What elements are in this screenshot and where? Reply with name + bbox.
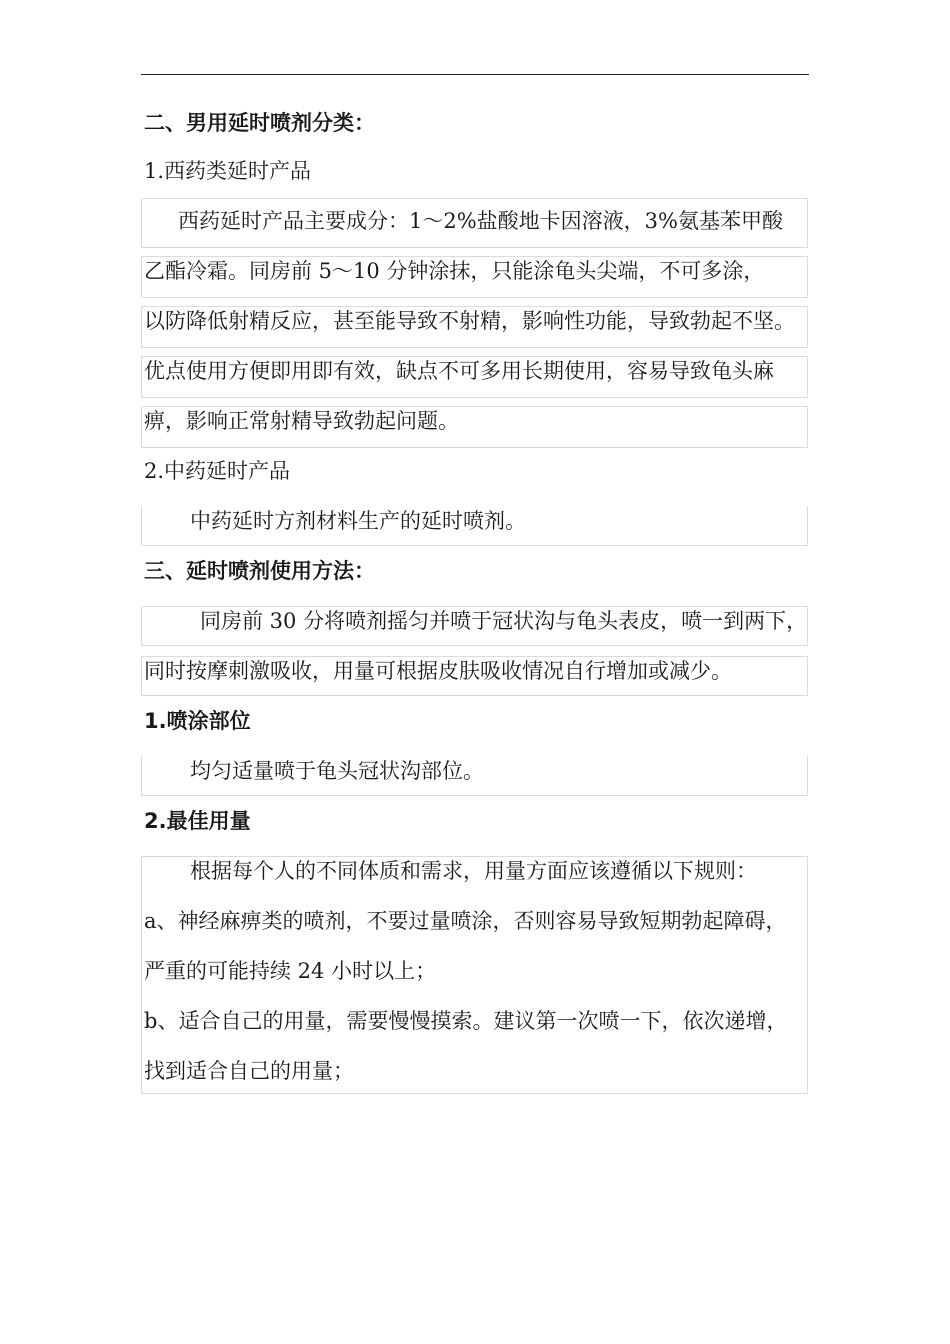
section3-sub2-heading: 2.最佳用量 — [144, 809, 251, 833]
header-rule — [141, 74, 809, 75]
section2-sub1-heading: 1.西药类延时产品 — [144, 159, 312, 183]
dosage-line-5: 找到适合自己的用量； — [144, 1059, 354, 1083]
western-line-3: 以防降低射精反应，甚至能导致不射精，影响性功能，导致勃起不坚。 — [144, 309, 795, 333]
dosage-line-1: 根据每个人的不同体质和需求，用量方面应该遵循以下规则： — [190, 859, 757, 883]
location-line: 均匀适量喷于龟头冠状沟部位。 — [190, 759, 484, 783]
section2-heading: 二、男用延时喷剂分类： — [144, 111, 375, 135]
dosage-line-2: a、神经麻痹类的喷剂，不要过量喷涂，否则容易导致短期勃起障碍， — [144, 909, 787, 933]
section2-sub2-heading: 2.中药延时产品 — [144, 459, 291, 483]
section3-sub1-heading: 1.喷涂部位 — [144, 709, 251, 733]
western-line-2: 乙酯冷霜。同房前 5～10 分钟涂抹，只能涂龟头尖端，不可多涂， — [144, 259, 765, 283]
usage-line-1: 同房前 30 分将喷剂摇匀并喷于冠状沟与龟头表皮，喷一到两下， — [200, 609, 808, 633]
western-line-4: 优点使用方便即用即有效，缺点不可多用长期使用，容易导致龟头麻 — [144, 359, 774, 383]
western-line-1: 西药延时产品主要成分：1～2%盐酸地卡因溶液，3%氨基苯甲酸 — [178, 209, 783, 233]
section3-heading: 三、延时喷剂使用方法： — [144, 559, 375, 583]
western-line-5: 痹，影响正常射精导致勃起问题。 — [144, 409, 459, 433]
usage-line-2: 同时按摩刺激吸收，用量可根据皮肤吸收情况自行增加或减少。 — [144, 659, 732, 683]
dosage-line-4: b、适合自己的用量，需要慢慢摸索。建议第一次喷一下，依次递增， — [144, 1009, 788, 1033]
dosage-line-3: 严重的可能持续 24 小时以上； — [144, 959, 437, 983]
chinese-line: 中药延时方剂材料生产的延时喷剂。 — [190, 509, 526, 533]
